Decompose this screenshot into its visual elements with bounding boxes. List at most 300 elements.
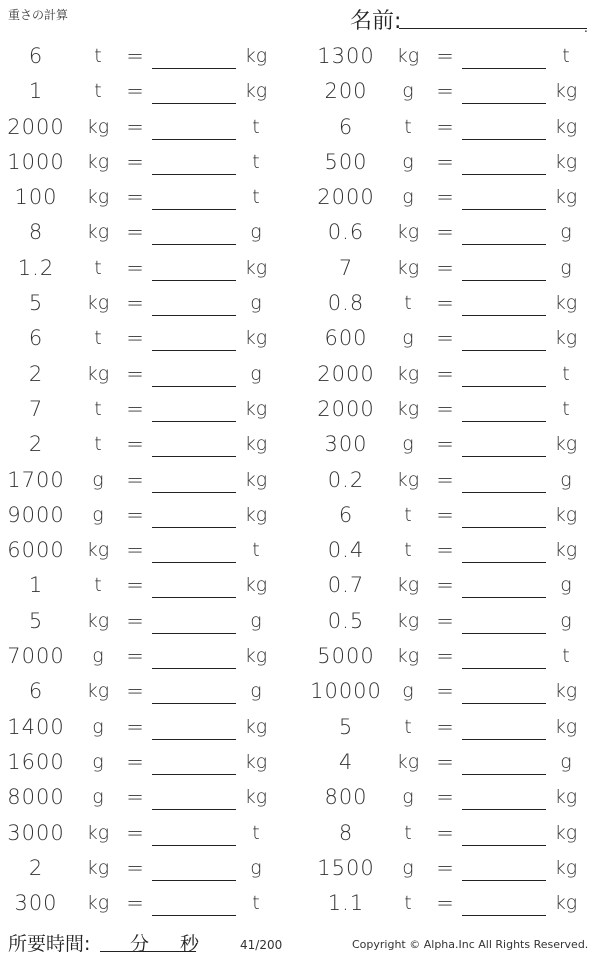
answer-blank[interactable]	[152, 492, 236, 493]
answer-blank[interactable]	[462, 915, 546, 916]
problem-row	[0, 497, 290, 532]
equals-sign: =	[436, 679, 454, 704]
source-unit: kg	[86, 186, 110, 209]
equals-sign: =	[436, 149, 454, 174]
problem-value: 1400	[7, 714, 65, 739]
answer-blank[interactable]	[152, 456, 236, 457]
target-unit: kg	[554, 892, 578, 915]
source-unit: g	[402, 327, 414, 350]
target-unit: kg	[554, 503, 578, 526]
target-unit: g	[250, 680, 262, 703]
equals-sign: =	[436, 855, 454, 880]
equals-sign: =	[436, 396, 454, 421]
equals-sign: =	[436, 432, 454, 457]
equals-sign: =	[126, 326, 144, 351]
problem-row	[0, 885, 290, 920]
target-unit: kg	[554, 680, 578, 703]
answer-blank[interactable]	[152, 103, 236, 104]
problem-row	[0, 850, 290, 885]
target-unit: kg	[554, 786, 578, 809]
source-unit: kg	[396, 574, 420, 597]
problem-value: 8	[28, 220, 44, 245]
problem-row	[0, 462, 290, 497]
target-unit: kg	[554, 186, 578, 209]
answer-blank[interactable]	[462, 492, 546, 493]
problem-row	[310, 850, 600, 885]
source-unit: g	[402, 856, 414, 879]
answer-blank[interactable]	[152, 739, 236, 740]
target-unit: t	[252, 186, 260, 209]
source-unit: kg	[396, 750, 420, 773]
problem-value: 1000	[7, 149, 65, 174]
equals-sign: =	[436, 502, 454, 527]
problem-value: 0.6	[327, 220, 365, 245]
answer-blank[interactable]	[462, 562, 546, 563]
source-unit: g	[92, 750, 104, 773]
problem-value: 1.1	[327, 891, 365, 916]
source-unit: kg	[86, 115, 110, 138]
answer-blank[interactable]	[462, 739, 546, 740]
target-unit: t	[562, 645, 570, 668]
problem-row	[310, 144, 600, 179]
problem-row	[310, 391, 600, 426]
target-unit: t	[562, 45, 570, 67]
target-unit: kg	[244, 45, 268, 67]
answer-blank[interactable]	[152, 421, 236, 422]
source-unit: t	[404, 503, 412, 526]
answer-blank[interactable]	[152, 527, 236, 528]
problem-value: 500	[324, 149, 368, 174]
answer-blank[interactable]	[462, 421, 546, 422]
answer-blank[interactable]	[462, 880, 546, 881]
answer-blank[interactable]	[462, 280, 546, 281]
answer-blank[interactable]	[462, 774, 546, 775]
answer-blank[interactable]	[462, 174, 546, 175]
equals-sign: =	[436, 326, 454, 351]
problem-value: 7	[28, 396, 44, 421]
answer-blank[interactable]	[152, 386, 236, 387]
source-unit: g	[92, 468, 104, 491]
problem-value: 1300	[317, 44, 375, 68]
equals-sign: =	[436, 573, 454, 598]
problem-value: 8	[338, 820, 354, 845]
equals-sign: =	[126, 855, 144, 880]
name-label: 名前:	[350, 9, 402, 34]
answer-blank[interactable]	[462, 597, 546, 598]
equals-sign: =	[436, 79, 454, 104]
equals-sign: =	[436, 644, 454, 669]
source-unit: kg	[86, 292, 110, 315]
target-unit: kg	[244, 80, 268, 103]
target-unit: kg	[244, 645, 268, 668]
target-unit: t	[562, 362, 570, 385]
target-unit: t	[252, 539, 260, 562]
target-unit: kg	[554, 715, 578, 738]
answer-blank[interactable]	[462, 633, 546, 634]
target-unit: kg	[554, 327, 578, 350]
source-unit: g	[92, 786, 104, 809]
answer-blank[interactable]	[462, 809, 546, 810]
target-unit: g	[250, 362, 262, 385]
equals-sign: =	[126, 502, 144, 527]
problem-value: 600	[324, 326, 368, 351]
source-unit: t	[94, 256, 102, 279]
problem-row	[0, 673, 290, 708]
target-unit: t	[562, 397, 570, 420]
source-unit: t	[404, 115, 412, 138]
problem-row	[310, 567, 600, 602]
source-unit: t	[94, 574, 102, 597]
equals-sign: =	[436, 44, 454, 68]
equals-sign: =	[126, 114, 144, 139]
problem-value: 300	[14, 891, 58, 916]
source-unit: t	[94, 80, 102, 103]
target-unit: kg	[244, 574, 268, 597]
answer-blank[interactable]	[152, 633, 236, 634]
equals-sign: =	[436, 714, 454, 739]
source-unit: t	[404, 892, 412, 915]
target-unit: t	[252, 115, 260, 138]
problem-value: 1.2	[17, 255, 55, 280]
source-unit: t	[94, 397, 102, 420]
problem-value: 0.2	[327, 467, 365, 492]
problem-row	[0, 815, 290, 850]
source-unit: g	[402, 786, 414, 809]
target-unit: kg	[554, 115, 578, 138]
answer-blank[interactable]	[152, 668, 236, 669]
problem-row	[310, 179, 600, 214]
source-unit: t	[404, 715, 412, 738]
target-unit: g	[560, 221, 572, 244]
problem-value: 5	[338, 714, 354, 739]
problem-value: 6	[338, 114, 354, 139]
source-unit: g	[402, 150, 414, 173]
problem-value: 0.5	[327, 608, 365, 633]
equals-sign: =	[436, 891, 454, 916]
target-unit: kg	[554, 150, 578, 173]
target-unit: kg	[244, 786, 268, 809]
target-unit: t	[252, 821, 260, 844]
target-unit: t	[252, 892, 260, 915]
source-unit: g	[402, 680, 414, 703]
answer-blank[interactable]	[462, 209, 546, 210]
equals-sign: =	[436, 467, 454, 492]
problem-row	[0, 603, 290, 638]
problem-value: 100	[14, 185, 58, 210]
target-unit: kg	[554, 856, 578, 879]
problem-value: 1500	[317, 855, 375, 880]
answer-blank[interactable]	[152, 880, 236, 881]
answer-blank[interactable]	[462, 668, 546, 669]
problem-value: 800	[324, 785, 368, 810]
source-unit: kg	[86, 539, 110, 562]
name-field[interactable]	[399, 28, 587, 29]
problem-row	[310, 638, 600, 673]
problem-row	[0, 179, 290, 214]
problem-value: 6000	[7, 538, 65, 563]
problem-row	[0, 779, 290, 814]
target-unit: kg	[244, 503, 268, 526]
problem-row	[310, 744, 600, 779]
problem-row	[310, 815, 600, 850]
target-unit: kg	[244, 327, 268, 350]
problem-row	[310, 462, 600, 497]
equals-sign: =	[436, 114, 454, 139]
equals-sign: =	[126, 785, 144, 810]
name-dot: .	[584, 21, 588, 35]
source-unit: t	[404, 292, 412, 315]
equals-sign: =	[126, 291, 144, 316]
target-unit: g	[560, 750, 572, 773]
answer-blank[interactable]	[152, 597, 236, 598]
problem-row	[0, 391, 290, 426]
equals-sign: =	[436, 255, 454, 280]
equals-sign: =	[436, 538, 454, 563]
problem-row	[0, 426, 290, 461]
target-unit: g	[250, 292, 262, 315]
equals-sign: =	[436, 820, 454, 845]
problem-value: 2000	[317, 396, 375, 421]
problem-value: 200	[324, 79, 368, 104]
answer-blank[interactable]	[462, 68, 546, 69]
equals-sign: =	[126, 820, 144, 845]
problem-value: 5	[28, 291, 44, 316]
answer-blank[interactable]	[152, 280, 236, 281]
target-unit: g	[250, 856, 262, 879]
target-unit: kg	[554, 292, 578, 315]
equals-sign: =	[126, 679, 144, 704]
problem-row	[0, 532, 290, 567]
answer-blank[interactable]	[152, 915, 236, 916]
problem-value: 9000	[7, 502, 65, 527]
target-unit: kg	[244, 397, 268, 420]
answer-blank[interactable]	[152, 703, 236, 704]
source-unit: g	[92, 715, 104, 738]
target-unit: kg	[554, 821, 578, 844]
target-unit: kg	[244, 750, 268, 773]
equals-sign: =	[126, 396, 144, 421]
problem-row	[310, 709, 600, 744]
source-unit: kg	[396, 45, 420, 67]
problem-value: 7000	[7, 644, 65, 669]
problem-value: 0.4	[327, 538, 365, 563]
source-unit: kg	[86, 680, 110, 703]
answer-blank[interactable]	[462, 527, 546, 528]
answer-blank[interactable]	[462, 845, 546, 846]
problem-row	[310, 73, 600, 108]
worksheet-title: 重さの計算	[8, 8, 69, 22]
equals-sign: =	[126, 467, 144, 492]
problem-row	[310, 320, 600, 355]
answer-blank[interactable]	[462, 315, 546, 316]
right-problem-column	[310, 38, 600, 920]
source-unit: t	[404, 539, 412, 562]
target-unit: g	[560, 609, 572, 632]
source-unit: g	[402, 186, 414, 209]
problem-value: 10000	[310, 679, 382, 704]
problem-value: 2	[28, 361, 44, 386]
problem-row	[310, 532, 600, 567]
equals-sign: =	[126, 432, 144, 457]
equals-sign: =	[436, 185, 454, 210]
problem-row	[0, 709, 290, 744]
source-unit: g	[92, 645, 104, 668]
source-unit: kg	[396, 609, 420, 632]
problem-row	[0, 214, 290, 249]
problem-value: 6	[28, 326, 44, 351]
answer-blank[interactable]	[462, 244, 546, 245]
equals-sign: =	[436, 608, 454, 633]
answer-blank[interactable]	[462, 386, 546, 387]
equals-sign: =	[126, 361, 144, 386]
target-unit: t	[252, 150, 260, 173]
problem-value: 7	[338, 255, 354, 280]
answer-blank[interactable]	[152, 139, 236, 140]
source-unit: kg	[396, 256, 420, 279]
source-unit: g	[402, 80, 414, 103]
problem-row	[0, 744, 290, 779]
source-unit: kg	[396, 221, 420, 244]
problem-row	[0, 567, 290, 602]
problem-row	[310, 250, 600, 285]
target-unit: g	[560, 468, 572, 491]
problem-row	[0, 73, 290, 108]
problem-value: 1700	[7, 467, 65, 492]
problem-value: 0.8	[327, 291, 365, 316]
answer-blank[interactable]	[152, 174, 236, 175]
problem-value: 2000	[317, 185, 375, 210]
problem-row	[310, 356, 600, 391]
source-unit: kg	[396, 645, 420, 668]
target-unit: kg	[244, 256, 268, 279]
equals-sign: =	[126, 538, 144, 563]
seconds-label: 秒	[180, 933, 200, 955]
source-unit: t	[94, 433, 102, 456]
source-unit: kg	[86, 150, 110, 173]
problem-value: 3000	[7, 820, 65, 845]
target-unit: kg	[244, 433, 268, 456]
answer-blank[interactable]	[462, 139, 546, 140]
equals-sign: =	[126, 185, 144, 210]
answer-blank[interactable]	[152, 244, 236, 245]
problem-value: 2000	[317, 361, 375, 386]
equals-sign: =	[436, 749, 454, 774]
answer-blank[interactable]	[462, 456, 546, 457]
problem-row	[0, 144, 290, 179]
problem-row	[0, 320, 290, 355]
target-unit: g	[250, 221, 262, 244]
problem-row	[0, 38, 290, 73]
problem-row	[0, 250, 290, 285]
target-unit: kg	[244, 468, 268, 491]
problem-value: 1	[28, 573, 44, 598]
problem-row	[310, 603, 600, 638]
problem-value: 6	[338, 502, 354, 527]
problem-row	[0, 638, 290, 673]
problem-value: 2000	[7, 114, 65, 139]
equals-sign: =	[126, 149, 144, 174]
problem-row	[310, 779, 600, 814]
equals-sign: =	[436, 785, 454, 810]
equals-sign: =	[436, 361, 454, 386]
problem-value: 8000	[7, 785, 65, 810]
target-unit: g	[560, 574, 572, 597]
problem-value: 1600	[7, 749, 65, 774]
answer-blank[interactable]	[152, 774, 236, 775]
answer-blank[interactable]	[462, 703, 546, 704]
problem-value: 2	[28, 432, 44, 457]
problem-row	[310, 497, 600, 532]
answer-blank[interactable]	[152, 315, 236, 316]
source-unit: kg	[396, 397, 420, 420]
source-unit: kg	[396, 468, 420, 491]
problem-row	[0, 109, 290, 144]
problem-value: 2	[28, 855, 44, 880]
source-unit: kg	[86, 856, 110, 879]
target-unit: g	[560, 256, 572, 279]
source-unit: kg	[86, 892, 110, 915]
source-unit: g	[92, 503, 104, 526]
problem-value: 6	[28, 679, 44, 704]
equals-sign: =	[126, 891, 144, 916]
source-unit: g	[402, 433, 414, 456]
equals-sign: =	[436, 291, 454, 316]
page-number: 41/200	[240, 938, 283, 952]
answer-blank[interactable]	[152, 68, 236, 69]
answer-blank[interactable]	[462, 350, 546, 351]
target-unit: kg	[554, 539, 578, 562]
copyright-notice: Copyright © Alpha.Inc All Rights Reserved.	[352, 938, 589, 951]
equals-sign: =	[126, 573, 144, 598]
problem-row	[310, 285, 600, 320]
answer-blank[interactable]	[152, 350, 236, 351]
target-unit: kg	[554, 80, 578, 103]
source-unit: t	[94, 327, 102, 350]
source-unit: kg	[396, 362, 420, 385]
source-unit: kg	[86, 609, 110, 632]
answer-blank[interactable]	[152, 562, 236, 563]
left-problem-column	[0, 38, 290, 920]
time-required-label: 所要時間:	[8, 933, 91, 955]
equals-sign: =	[126, 714, 144, 739]
target-unit: kg	[554, 433, 578, 456]
equals-sign: =	[126, 608, 144, 633]
source-unit: t	[404, 821, 412, 844]
target-unit: g	[250, 609, 262, 632]
equals-sign: =	[126, 44, 144, 68]
problem-value: 4	[338, 749, 354, 774]
source-unit: t	[94, 45, 102, 67]
equals-sign: =	[126, 749, 144, 774]
answer-blank[interactable]	[152, 809, 236, 810]
target-unit: kg	[244, 715, 268, 738]
problem-row	[0, 356, 290, 391]
equals-sign: =	[126, 644, 144, 669]
answer-blank[interactable]	[152, 845, 236, 846]
answer-blank[interactable]	[462, 103, 546, 104]
problem-value: 1	[28, 79, 44, 104]
source-unit: kg	[86, 221, 110, 244]
equals-sign: =	[126, 220, 144, 245]
problem-value: 0.7	[327, 573, 365, 598]
problem-value: 5000	[317, 644, 375, 669]
problem-row	[310, 38, 600, 73]
minutes-label: 分	[130, 933, 150, 955]
problem-row	[310, 214, 600, 249]
problem-value: 6	[28, 44, 44, 68]
answer-blank[interactable]	[152, 209, 236, 210]
problem-row	[310, 109, 600, 144]
